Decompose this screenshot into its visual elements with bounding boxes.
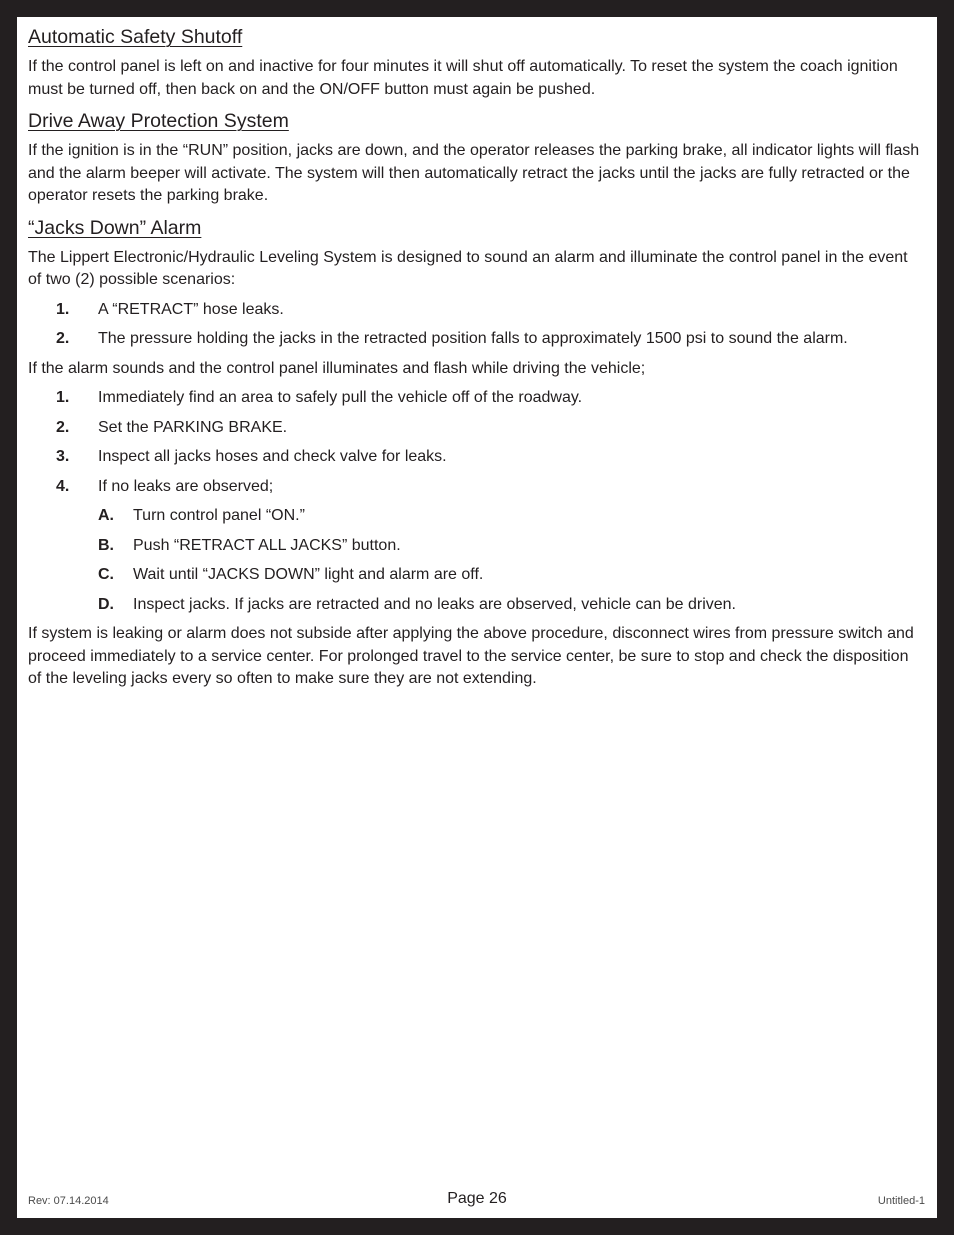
sub-list-letter: D.: [98, 595, 114, 613]
list-number: 3.: [56, 448, 70, 465]
sub-list-text: Inspect jacks. If jacks are retracted and no leaks are observed, vehicle can be driven.: [133, 595, 736, 613]
paragraph-drive-away: If the ignition is in the “RUN” position, jacks are down, and the operator releases the parking brake, all indicator lights will flash and the alarm beeper will activate. The system will then automatically retract the jacks until the jacks are fully retracted or the operator resets the parking brake.: [28, 142, 920, 204]
list-number: 4.: [56, 477, 70, 495]
heading-automatic-safety-shutoff: Automatic Safety Shutoff: [28, 26, 243, 48]
sub-list-text: Turn control panel “ON.”: [133, 507, 305, 524]
document-page: [17, 17, 937, 1218]
sub-list-letter: C.: [98, 566, 114, 583]
heading-drive-away-protection: Drive Away Protection System: [28, 110, 289, 132]
list-number: 1.: [56, 300, 70, 318]
list-number: 1.: [56, 389, 70, 406]
list-number: 2.: [56, 330, 70, 347]
paragraph-alarm-intro: The Lippert Electronic/Hydraulic Leveling System is designed to sound an alarm and illuminate the control panel in the event of two (2) possible scenarios:: [28, 248, 908, 288]
list-text: A “RETRACT” hose leaks.: [98, 300, 284, 318]
list-text: Inspect all jacks hoses and check valve for leaks.: [98, 448, 447, 465]
paragraph-closing: If system is leaking or alarm does not subside after applying the above procedure, disconnect wires from pressure switch and proceed immediately to a service center. For prolonged travel to the service center, be sure to stop and check the disposition of the leveling jacks every so often to make sure they are not extending.: [28, 625, 914, 687]
sub-list-item: [28, 535, 923, 558]
sub-list-item: [28, 564, 923, 587]
heading-jacks-down-alarm: “Jacks Down” Alarm: [28, 216, 202, 239]
revision-date: Rev: 07.14.2014: [28, 1195, 109, 1207]
sub-list-text: Wait until “JACKS DOWN” light and alarm are off.: [133, 566, 484, 583]
list-text: If no leaks are observed;: [98, 477, 274, 495]
list-item: [28, 328, 923, 351]
list-item: [28, 417, 923, 440]
page-number: Page 26: [447, 1190, 507, 1207]
file-name: Untitled-1: [877, 1195, 925, 1207]
list-number: 2.: [56, 418, 70, 436]
page-content: [28, 25, 923, 691]
list-item: [28, 387, 923, 410]
sub-list-item: [28, 505, 923, 528]
list-item: [28, 446, 923, 469]
list-item: [28, 476, 923, 499]
list-text: The pressure holding the jacks in the retracted position falls to approximately 1500 psi to sound the alarm.: [98, 330, 848, 347]
sub-list-letter: B.: [98, 536, 114, 554]
sub-list-text: Push “RETRACT ALL JACKS” button.: [133, 536, 401, 554]
list-text: Set the PARKING BRAKE.: [98, 418, 288, 436]
list-text: Immediately find an area to safely pull the vehicle off of the roadway.: [98, 389, 583, 406]
sub-list-letter: A.: [98, 507, 114, 524]
list-item: [28, 299, 923, 322]
paragraph-if-alarm: If the alarm sounds and the control panel illuminates and flash while driving the vehicle;: [28, 359, 646, 377]
sub-list-item: [28, 594, 923, 617]
paragraph-safety-shutoff: If the control panel is left on and inactive for four minutes it will shut off automatically. To reset the system the coach ignition must be turned off, then back on and the ON/OFF button must again be pushed.: [28, 58, 898, 98]
